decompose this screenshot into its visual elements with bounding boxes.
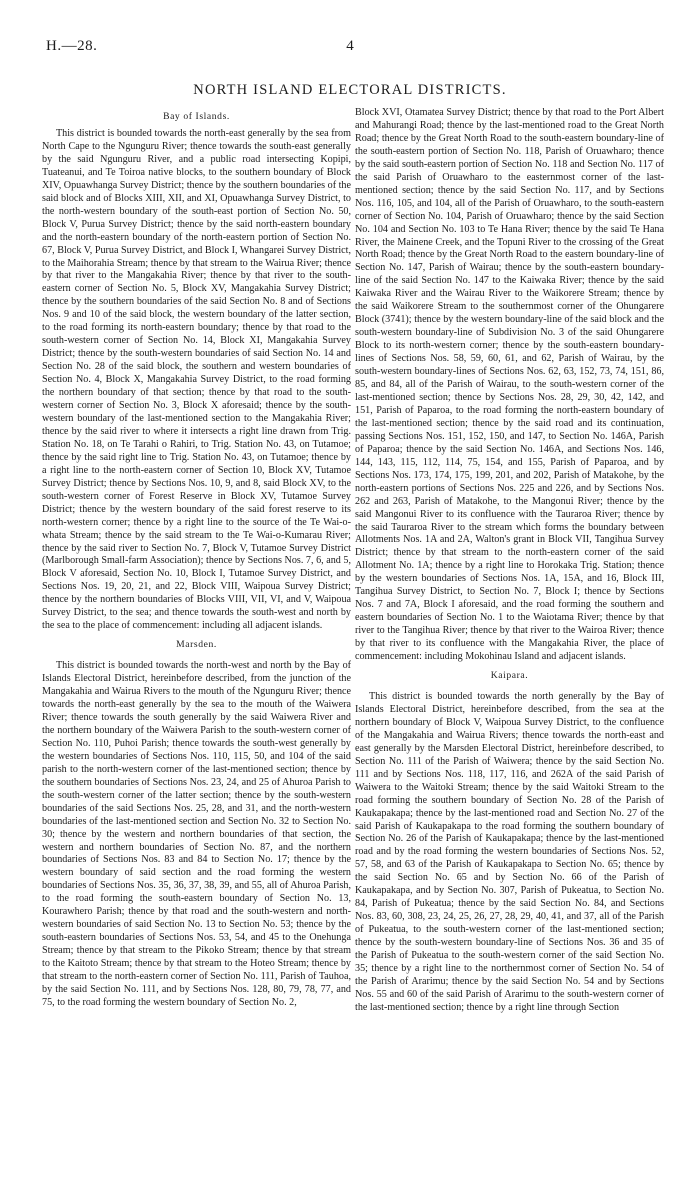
left-column	[42, 107, 351, 1015]
section-text-bay-of-islands: This district is bounded towards the north-east generally by the sea from North Cape to the Ngunguru River; thence towards the south-east generally by the said Ngunguru River, and a public road intersecting Kopipi, Tuateanui, and Te Toiroa native blocks, to the southern boundary of Block XIV, Opuawhanga Survey District; thence by the southern boundaries of the said block and of Blocks XIII, XII, and XI, Opuawhanga Survey District, to the north-western boundary of the south-east portion of Section No. 50, Block V, Purua Survey District; thence by the said north-eastern boundary and the north-eastern boundary of the north-eastern portion of Section No. 67, Block V, Purua Survey District, and Block I, Whangarei Survey District, to the Maihorahia Stream; thence by that stream to the Wairua River; thence by that river to the Mangakahia River; thence by that river to the south-eastern corner of Section No. 5, Block XV, Mangakahia Survey District; thence by the southern boundaries of the said Section No. 8 and of Sections Nos. 9 and 10 of the said block, the western boundary of the latter section, to the road forming its north-eastern boundary; thence by that road to the south-western corner of Section No. 14, Block XI, Mangakahia Survey District; thence by the south-western boundaries of said Section No. 14 and Section No. 28 of the said block, the southern and western boundaries of Section No. 4, Block X, Mangakahia Survey District, to the road forming the northern boundary of that section; thence by that road to the south-western corner of Section No. 3, Block X aforesaid; thence by the south-western boundary of the last-mentioned section to the Mangakahia River; thence by the said river to where it intersects a right line drawn from Trig. Station No. 18, on Te Tarahi o Rahiri, to Trig. Station No. 43, on Tutamoe; thence by the said right line to Trig. Station No. 43, on Tutamoe; thence by a right line to the north-eastern corner of Section 10, Block XV, Tutamoe Survey District; thence by Sections Nos. 10, 9, and 8, said Block XV, to the south-western corner of Forest Reserve in Block XV, Tutamoe Survey District; thence by the western boundary of the said forest reserve to its north-western corner; thence by a right line to the source of the Te Wai-o-whata Stream; thence by the said stream to the Te Wai-o-Kumarau River; thence by the said river to Section No. 7, Block V, Tutamoe Survey District (Marlborough Small-farm Association); thence by Sections Nos. 7, 6, and 5, Block V aforesaid, Section No. 10, Block I, Tutamoe Survey District, and Sections Nos. 19, 20, 21, and 22, Block VIII, Waipoua Survey District; thence by the northern boundaries of Blocks VIII, VII, VI, and V, Waipoua Survey District, to the sea; and thence towards the south-west and north by the sea to the place of commencement: including all adjacent islands.	[42, 128, 351, 632]
section-text-kaipara: This district is bounded towards the north generally by the Bay of Islands Electoral District, hereinbefore described, from the sea at the northern boundary of Block V, Waipoua Survey District, to the confluence of the Mangakahia and Wairua Rivers; thence towards the north-east and east generally by the Marsden Electoral District, hereinbefore described, to Section No. 111 of the Parish of Waiwera; thence by the said Section No. 111 and by Sections Nos. 118, 117, 116, and 262A of the said Parish of Waiwera to the Waitoki Stream; thence by the said Waitoki Stream to the road forming the southern boundary of Section No. 28 of the Parish of Kaukapakapa; thence by the last-mentioned road and Section No. 27 of the said Parish of Kaukapakapa to the road forming the southern boundary of Section No. 26 of the Parish of Kaukapakapa; thence by the last-mentioned road and by the road forming the western boundaries of Sections Nos. 52, 57, 58, and 63 of the Parish of Kaukapakapa to Section No. 65; thence by the said Section No. 65 and by Section No. 66 of the Parish of Kaukapakapa, and by Section No. 307, Parish of Pukeatua, to Section No. 84, Parish of Pukeatua; thence by the said Section No. 84, and Sections Nos. 83, 60, 308, 23, 24, 25, 26, 27, 28, 29, 40, 41, and 37, all of the Parish of Pukeatua, to the south-western corner of the last-mentioned section; thence by the south-western boundary-line of Sections Nos. 36 and 35 of the Parish of Pukeatua to the south-western corner of the said Section No. 35; thence by a right line to the northernmost corner of Section No. 54 of the Parish of Ararimu; thence by the said Section No. 54 and by Sections Nos. 55 and 60 of the said Parish of Ararimu to the south-western corner of the last-mentioned section; thence by a right line through Section	[355, 690, 664, 1013]
section-text-marsden: This district is bounded towards the north-west and north by the Bay of Islands Electoral District, hereinbefore described, from the junction of the Mangakahia and Wairua Rivers to the mouth of the Ngunguru River; thence towards the north-east generally by the sea to the mouth of the Waiwera River; thence towards the south generally by the said Waiwera River and the northern boundary of the Waiwera Parish to the south-western corner of Section No. 110, Puhoi Parish; thence towards the south-west generally by the western boundaries of Sections Nos. 110, 115, 50, and 104 of the said parish to the north-western corner of the last-mentioned section; thence by the southern boundaries of Sections Nos. 23, 24, and 25 of Ahuroa Parish to the south-western corner of the latter section; thence by the south-western boundaries of the said Sections Nos. 25, 28, and 31, and the north-western boundaries of the last-mentioned section and Section No. 32 to Section No. 30; thence by the western and northern boundaries of that section, the western and northern boundaries of Section No. 87, and the northern boundaries of Sections Nos. 83 and 84 to Section No. 17; thence by the western boundary of said section and the road forming the western boundaries of Sections Nos. 35, 36, 37, 38, 39, and 55, all of Ahuroa Parish, to the road forming the south-eastern boundary of Section No. 13, Kourawhero Parish; thence by that road and the south-western and north-western boundaries of said Section No. 13 to Section No. 53; thence by the south-eastern boundaries of Sections Nos. 53, 54, and 45 to the Onehunga Stream; thence by that stream to the Pikoko Stream; thence by that stream to the Kaitoto Stream; thence by that stream to the Hoteo Stream; thence by that stream to the north-eastern corner of Section No. 111, Parish of Tauhoa, by the said Section No. 111, and by Sections Nos. 128, 80, 79, 78, 77, and 75, to the road forming the western boundary of Section No. 2,	[42, 660, 351, 1008]
right-column	[355, 107, 664, 1015]
section-heading-bay-of-islands: Bay of Islands.	[163, 111, 230, 122]
page-number: 4	[346, 38, 354, 54]
document-id: H.—28.	[46, 38, 98, 54]
section-heading-kaipara: Kaipara.	[490, 669, 529, 681]
text-columns	[30, 107, 670, 1015]
section-heading-marsden: Marsden.	[176, 639, 217, 651]
section-text-marsden-continued: Block XVI, Otamatea Survey District; thence by that road to the Port Albert and Mahurangi Road; thence by the last-mentioned road to the Great North Road; thence by the Great North Road to the south-eastern boundary-line of the south-eastern portion of Section No. 118, Parish of Oruawharo; thence by the said south-eastern portion of Section No. 118 and Section No. 117 of the said Parish of Oruawharo to the easternmost corner of the last-mentioned section; thence by the said Section No. 117, and by Sections Nos. 116, 105, and 104, all of the Parish of Oruawharo, to the south-eastern corner of Section No. 104, Parish of Oruawharo; thence by the said Section No. 104 and Section No. 103 to Te Hana River; thence by the said Te Hana River, the Mainene Creek, and the Topuni River to the crossing of the Great North Road; thence by the Great North Road to the eastern boundary-line of Section No. 147, Parish of Wairau; thence by the south-eastern boundary-line of the said Section No. 147 to the Kaiwaka River; thence by the said Kaiwaka River and the Wairau River to the Waikorere Stream; thence by the said Waikorere Stream to the southernmost corner of the Ohungarere Block (3741); thence by the western boundary-line of the said block and the south-western boundary-line of Subdivision No. 3 of the said Ohungarere Block to its north-western corner; thence by the south-eastern boundary-lines of Sections Nos. 58, 59, 60, 61, and 62, Parish of Wairau, by the south-western boundary-lines of Sections Nos. 62, 63, 152, 73, 74, 151, 86, 85, and 84, all of the Parish of Wairau, to the south-western corner of the last-mentioned section; thence by Sections Nos. 28, 29, 30, 42, 142, and 151, Parish of Paparoa, to the road forming the north-eastern boundary of the last-mentioned section; thence by the said road and its continuation, passing Sections Nos. 151, 152, 150, and 147, to Section No. 146A, Parish of Paparoa; thence by the said Section No. 146A, and Sections Nos. 146, 144, 143, 115, 112, 114, 75, 154, and 155, Parish of Paparoa, and by Sections Nos. 173, 174, 175, 199, 201, and 202, Parish of Matakohe, by the north-eastern portions of Sections Nos. 225 and 226, and by Sections Nos. 262 and 263, Parish of Matakohe, to the Mangonui River; thence by the said Mangonui River to its confluence with the Tauraroa River; thence by the said Tauraroa River to the stream which forms the boundary between Allotments Nos. 1A and 2A, Walton's grant in Block VII, Tangihua Survey District; thence by that stream to the north-eastern corner of the said Allotment No. 1A; thence by a right line to Horokaka Trig. Station; thence by the western boundaries of Sections Nos. 1A, 15A, and 16, Block III, Tangihua Survey District, to Section No. 7, Block I; thence by Sections Nos. 7 and 7A, Block I aforesaid, and the road forming the southern and eastern boundaries of Section No. 1 to the Waiotama River; thence by that river to the Tangihua River; thence by that river to the Wairoa River; thence by that river to its confluence with the Mangakahia River, the place of commencement: including Mokohinau Island and adjacent islands.	[355, 107, 664, 663]
page-title: NORTH ISLAND ELECTORAL DISTRICTS.	[193, 82, 507, 98]
page-header	[30, 30, 670, 60]
